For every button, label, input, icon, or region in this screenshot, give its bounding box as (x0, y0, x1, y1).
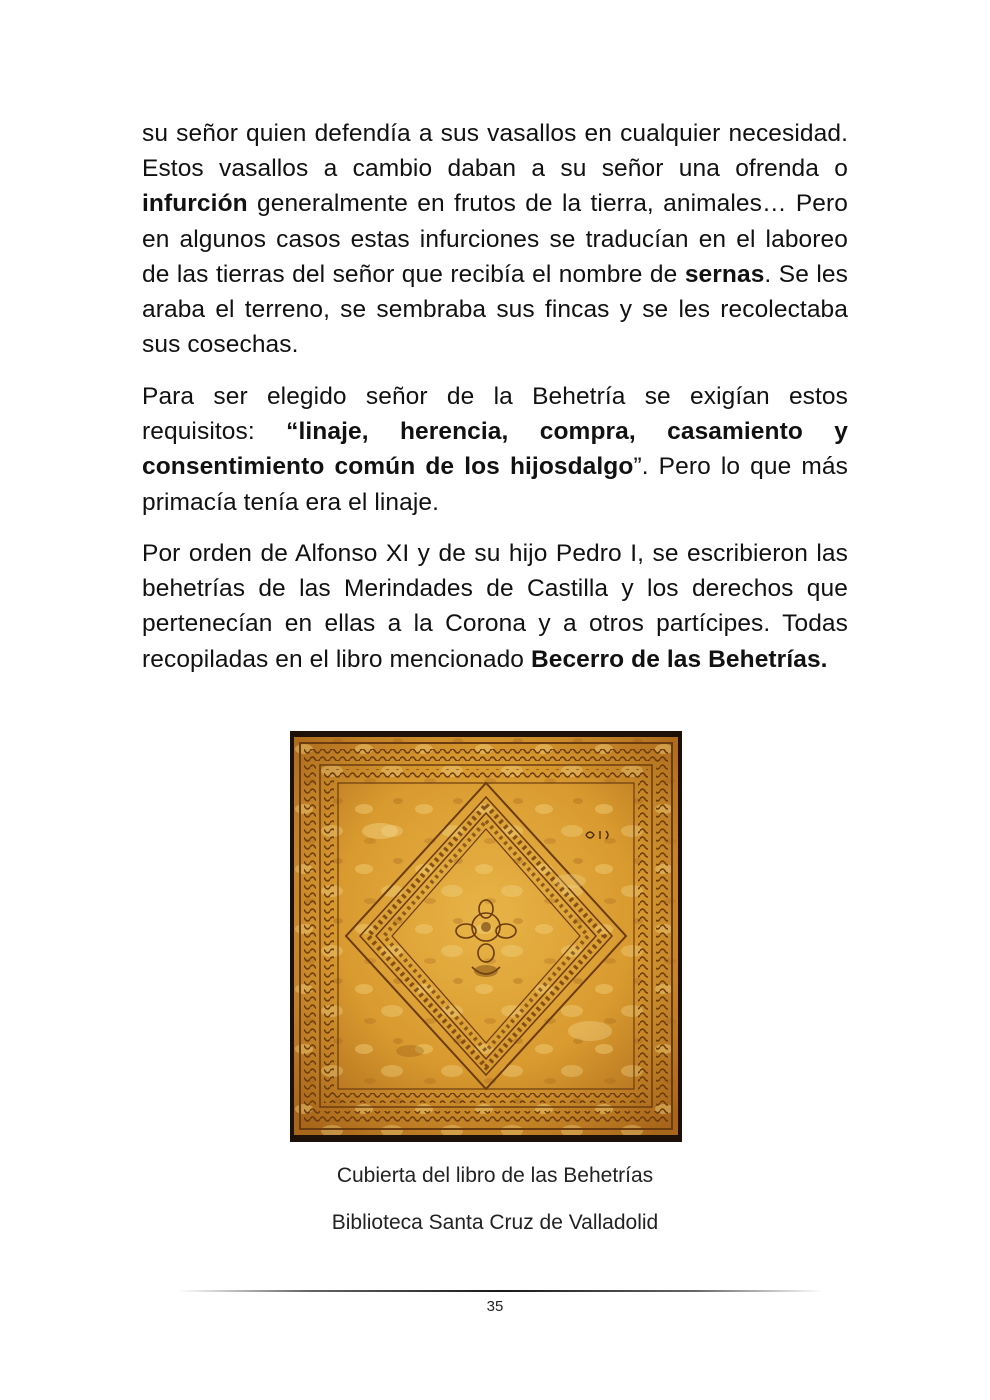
page-number: 35 (486, 1298, 504, 1315)
text-run: . Se les araba el terreno, se sembraba sus fincas y se les recolectaba sus cosechas. (142, 260, 848, 359)
paragraph-3 (142, 536, 848, 677)
figure-caption-source: Biblioteca Santa Cruz de Valladolid (331, 1211, 659, 1234)
paragraph-2 (142, 379, 848, 520)
bold-text-run: infurción (142, 190, 248, 218)
text-run: Por orden de Alfonso XI y de su hijo Pedro I, se escribieron las behetrías de las Merindades de Castilla y los derechos que pertenecían en ellas a la Corona y a otros partícipes. Todas recopiladas en el libro mencionado (142, 540, 848, 673)
footer-divider (178, 1290, 823, 1292)
text-run: Para ser elegido señor de la Behetría se exigían estos requisitos: (142, 383, 848, 446)
figure-caption-title: Cubierta del libro de las Behetrías (336, 1164, 654, 1187)
book-cover-image (290, 731, 682, 1142)
book-cover-illustration (290, 731, 682, 1142)
bold-text-run: Becerro de las Behetrías. (530, 645, 828, 673)
text-run: ”. Pero lo que más primacía tenía era el linaje. (142, 453, 848, 516)
text-run: su señor quien defendía a sus vasallos en cualquier necesidad. Estos vasallos a cambio daban a su señor una ofrenda o (142, 120, 848, 183)
bold-text-run: “linaje, herencia, compra, casamiento y consentimiento común de los hijosdalgo (142, 418, 848, 481)
paragraph-1 (142, 116, 848, 362)
text-run: generalmente en frutos de la tierra, animales… Pero en algunos casos estas infurciones se traducían en el laboreo de las tierras del señor que recibía el nombre de (142, 190, 848, 288)
bold-text-run: sernas (684, 260, 765, 288)
